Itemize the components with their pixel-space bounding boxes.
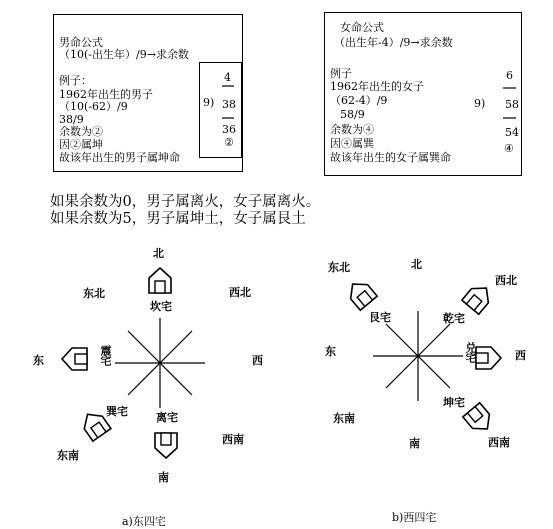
a-house-li: 离宅	[156, 411, 178, 424]
house-b-northwest-icon	[462, 281, 495, 314]
a-dir-northwest: 西北	[229, 286, 251, 299]
b-dir-north: 北	[411, 258, 422, 271]
b-dir-west: 西	[515, 349, 526, 362]
female-div-quotient: 6	[506, 69, 513, 82]
female-line-5: 因④属巽	[330, 137, 374, 150]
female-div-remainder: ④	[504, 142, 514, 155]
diagram-b-caption: b)西四宅	[392, 511, 437, 524]
a-house-kan: 坎宅	[150, 300, 172, 313]
b-dir-south: 南	[409, 437, 420, 450]
b-dir-southeast: 东南	[333, 412, 355, 425]
b-house-kun: 坤宅	[443, 396, 465, 409]
b-house-dui: 兑宅	[464, 342, 477, 362]
b-dir-northwest: 西北	[495, 274, 517, 287]
female-div-divisor: 9)	[474, 97, 486, 110]
male-title: 男命公式	[59, 36, 103, 49]
house-b-southwest-icon	[463, 403, 496, 436]
a-dir-southeast: 东南	[57, 449, 79, 462]
female-line-6: 故该年出生的女子属巽命	[330, 151, 451, 164]
b-dir-east: 东	[325, 345, 336, 358]
female-div-dividend: 58	[505, 98, 519, 111]
a-dir-south: 南	[158, 471, 169, 484]
female-formula: （出生年-4）/9→求余数	[334, 36, 453, 49]
house-a-north-icon	[149, 268, 171, 293]
male-line-6: 故该年出生的男子属坤命	[59, 151, 180, 164]
diagram-a-caption: a)东四宅	[122, 515, 166, 528]
b-house-qian: 乾宅	[443, 312, 465, 325]
male-div-quotient: 4	[224, 71, 231, 84]
a-dir-east: 东	[33, 354, 44, 367]
male-line-5: 因②属坤	[59, 138, 103, 151]
a-dir-west: 西	[252, 354, 263, 367]
b-house-gen: 艮宅	[369, 311, 391, 324]
male-line-2: （10(-62）/9	[59, 100, 128, 113]
house-b-northeast-icon	[344, 277, 377, 310]
note-five: 如果余数为5，男子属坤土，女子属艮土	[50, 211, 306, 227]
female-example-label: 例子	[330, 67, 352, 80]
male-div-remainder: ②	[224, 136, 234, 149]
diagram-a-lines	[115, 318, 205, 408]
female-line-1: 1962年出生的女子	[330, 80, 424, 93]
male-div-product: 36	[222, 123, 236, 136]
b-dir-southwest: 西南	[488, 436, 510, 449]
female-title: 女命公式	[340, 21, 384, 34]
note-zero: 如果余数为0，男子属离火，女子属离火。	[50, 194, 321, 210]
a-dir-northeast: 东北	[83, 287, 105, 300]
female-line-4: 余数为④	[330, 123, 374, 136]
male-formula: （10(-出生年）/9→求余数	[59, 48, 189, 61]
male-example-label: 例子：	[59, 74, 92, 87]
a-house-xun: 巽宅	[106, 405, 128, 418]
male-div-dividend: 38	[222, 98, 236, 111]
b-dir-northeast: 东北	[328, 261, 350, 274]
male-line-1: 1962年出生的男子	[59, 88, 153, 101]
male-line-4: 余数为②	[59, 125, 103, 138]
house-b-west-icon	[476, 347, 501, 369]
a-dir-southwest: 西南	[222, 433, 244, 446]
house-a-east-icon	[62, 348, 87, 370]
a-dir-north: 北	[153, 247, 164, 260]
male-line-3: 38/9	[59, 113, 84, 126]
female-line-2: （62-4）/9	[330, 94, 388, 107]
female-line-3: 58/9	[340, 108, 365, 121]
female-div-product: 54	[505, 126, 519, 139]
house-a-south-icon	[155, 433, 177, 458]
a-house-zhen: 震宅	[99, 345, 112, 365]
male-div-divisor: 9)	[203, 96, 215, 109]
